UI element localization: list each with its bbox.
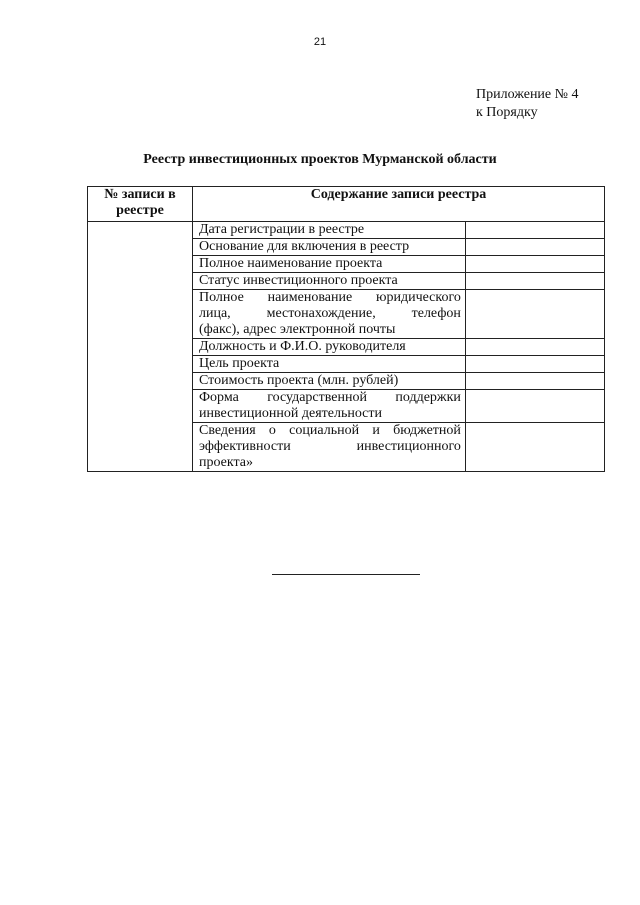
field-label-line: Форма государственной поддержки	[199, 390, 461, 405]
field-label-line: Должность и Ф.И.О. руководителя	[199, 339, 406, 354]
field-label	[193, 273, 465, 290]
field-label-line: Статус инвестиционного проекта	[199, 273, 398, 288]
registry-header-row	[88, 187, 605, 222]
table-row	[193, 339, 604, 356]
table-row	[193, 222, 604, 239]
field-value	[465, 256, 604, 273]
field-value	[465, 290, 604, 339]
field-label-line: Дата регистрации в реестре	[199, 222, 365, 237]
table-row	[193, 423, 604, 472]
field-value	[465, 222, 604, 239]
page-number: 21	[313, 36, 327, 48]
table-row	[193, 356, 604, 373]
field-value	[465, 373, 604, 390]
field-label	[193, 356, 465, 373]
record-number-cell	[88, 222, 193, 472]
field-label-line: эффективности инвестиционного	[199, 439, 461, 454]
field-label	[193, 373, 465, 390]
table-row	[193, 273, 604, 290]
table-row	[193, 256, 604, 273]
appendix-line-2: к Порядку	[476, 105, 538, 120]
field-label-line: инвестиционной деятельности	[199, 406, 383, 421]
field-label	[193, 239, 465, 256]
registry-table	[87, 186, 605, 472]
field-label-line: Сведения о социальной и бюджетной	[199, 423, 461, 438]
field-label-line: Основание для включения в реестр	[199, 239, 410, 254]
registry-body-row	[88, 222, 605, 472]
field-value	[465, 273, 604, 290]
header-record-number	[88, 187, 193, 222]
table-row	[193, 239, 604, 256]
header-record-number-line-1: № записи в	[104, 187, 176, 202]
record-content-cell	[193, 222, 605, 472]
field-label	[193, 290, 465, 339]
field-label-line: лица, местонахождение, телефон	[199, 306, 461, 321]
appendix-note	[476, 86, 579, 122]
table-row	[193, 290, 604, 339]
closing-divider	[272, 574, 420, 575]
field-label	[193, 423, 465, 472]
document-title: Реестр инвестиционных проектов Мурманской области	[143, 152, 497, 167]
field-value	[465, 390, 604, 423]
field-label-line: Цель проекта	[199, 356, 280, 371]
appendix-line-1: Приложение № 4	[476, 87, 579, 102]
field-label-line: Стоимость проекта (млн. рублей)	[199, 373, 399, 388]
field-value	[465, 423, 604, 472]
field-label-line: проекта»	[199, 455, 253, 470]
field-value	[465, 239, 604, 256]
field-label	[193, 222, 465, 239]
header-record-content: Содержание записи реестра	[193, 187, 605, 222]
field-value	[465, 356, 604, 373]
table-row	[193, 390, 604, 423]
field-label-line: Полное наименование проекта	[199, 256, 383, 271]
table-row	[193, 373, 604, 390]
header-record-number-line-2: реестре	[116, 203, 164, 218]
record-fields-table	[193, 222, 604, 471]
field-label	[193, 256, 465, 273]
field-value	[465, 339, 604, 356]
field-label-line: (факс), адрес электронной почты	[199, 322, 396, 337]
field-label	[193, 390, 465, 423]
field-label	[193, 339, 465, 356]
field-label-line: Полное наименование юридического	[199, 290, 461, 305]
